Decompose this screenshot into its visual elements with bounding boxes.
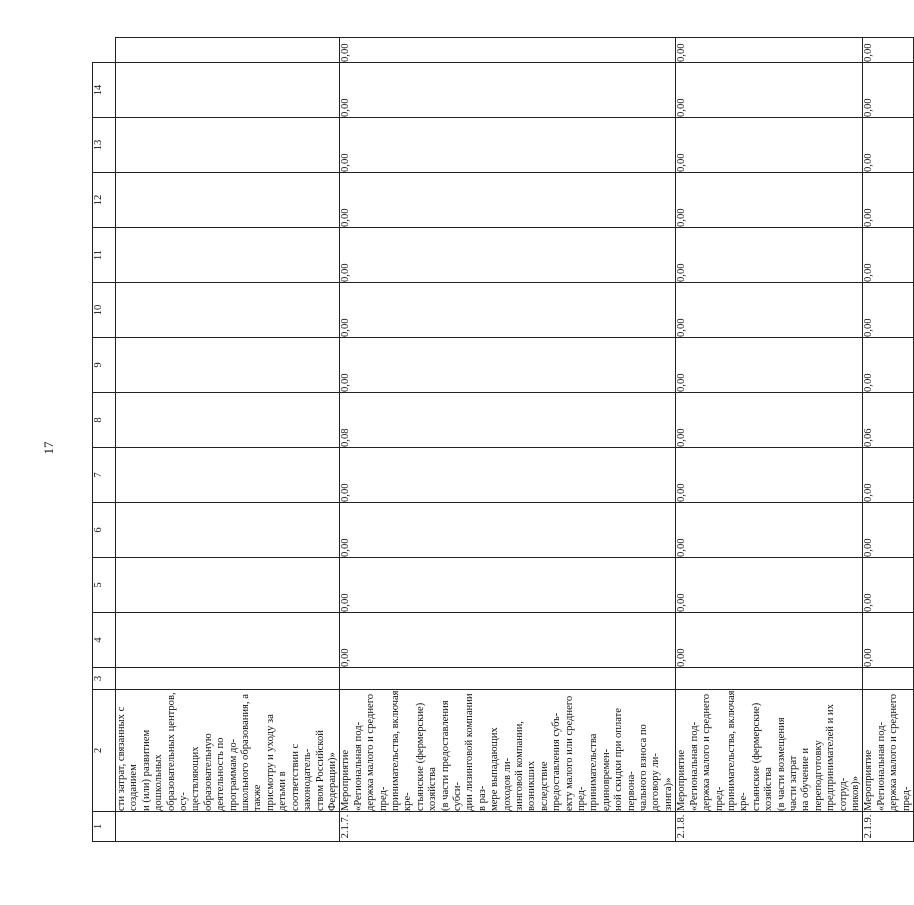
header-cell: 1 xyxy=(93,812,116,842)
value-cell xyxy=(116,503,340,558)
value-cell: 0,00 xyxy=(676,38,863,63)
description-line: стьянские (фермерские) хозяйства xyxy=(750,702,775,811)
value-cell: 0,00 xyxy=(676,503,863,558)
value-cell: 0,00 xyxy=(676,118,863,173)
value-cell xyxy=(116,448,340,503)
table-row xyxy=(676,38,863,842)
value-cell: 0,00 xyxy=(340,38,676,63)
value-cell: 0,00 xyxy=(863,558,914,613)
value-cell: 0,00 xyxy=(340,173,676,228)
header-cell: 7 xyxy=(93,448,116,503)
description-line: присмотру и уходу за детьми в xyxy=(264,714,289,811)
description-line: держка малого и среднего пред- xyxy=(365,693,389,811)
description-line: ной скидки при оплате первона- xyxy=(613,708,637,811)
column-3-cell xyxy=(863,668,914,690)
header-cell: 8 xyxy=(93,393,116,448)
description-line: принимательства, включая кре- xyxy=(389,690,414,811)
column-3-cell xyxy=(340,668,676,690)
value-cell xyxy=(116,173,340,228)
value-cell: 0,00 xyxy=(676,393,863,448)
table-row xyxy=(340,38,676,842)
description-line: Мероприятие «Региональная под- xyxy=(676,721,700,811)
value-cell xyxy=(116,38,340,63)
value-cell xyxy=(116,118,340,173)
header-row xyxy=(93,38,116,842)
value-cell: 0,00 xyxy=(863,448,914,503)
header-cell: 13 xyxy=(93,118,116,173)
header-cell: 11 xyxy=(93,228,116,283)
header-cell: 10 xyxy=(93,283,116,338)
description-line: (в части предоставления субси- xyxy=(439,700,463,811)
value-cell xyxy=(116,283,340,338)
value-cell: 0,00 xyxy=(676,63,863,118)
value-cell: 0,00 xyxy=(676,448,863,503)
description-line: Мероприятие «Региональная под- xyxy=(863,721,887,811)
header-cell: 12 xyxy=(93,173,116,228)
value-cell: 0,00 xyxy=(676,173,863,228)
table-row xyxy=(116,38,340,842)
value-cell xyxy=(116,63,340,118)
value-cell: 0,00 xyxy=(340,338,676,393)
description-line: екту малого или среднего пред- xyxy=(563,695,588,811)
description-line: школьного образования, а также xyxy=(240,694,264,811)
value-cell: 0,00 xyxy=(340,558,676,613)
value-cell: 0,00 xyxy=(676,558,863,613)
description-line: стьянские (фермерские) хозяйства xyxy=(414,702,439,811)
description-line: ществляющих образовательную xyxy=(190,733,214,811)
value-cell: 0,00 xyxy=(676,613,863,668)
description-line: чального взноса по договору ли- xyxy=(638,724,662,811)
value-cell: 0,08 xyxy=(340,393,676,448)
value-cell xyxy=(116,338,340,393)
value-cell: 0,00 xyxy=(340,228,676,283)
description-line: ством Российской Федерации)» xyxy=(314,730,338,811)
value-cell: 0,00 xyxy=(676,228,863,283)
row-code: 2.1.8. xyxy=(676,812,863,842)
value-cell: 0,00 xyxy=(340,118,676,173)
row-description xyxy=(863,690,914,812)
value-cell xyxy=(116,558,340,613)
row-code xyxy=(116,812,340,842)
row-description xyxy=(340,690,676,812)
header-cell: 6 xyxy=(93,503,116,558)
header-cell: 5 xyxy=(93,558,116,613)
description-line: образовательных центров, осу- xyxy=(165,692,190,811)
row-code: 2.1.9. xyxy=(863,812,914,842)
description-line: предпринимателей и их сотруд- xyxy=(825,704,849,811)
description-line: держка малого и среднего пред- xyxy=(701,693,725,811)
description-line: соответствии с законодатель- xyxy=(289,743,314,811)
row-description xyxy=(676,690,863,812)
header-cell: 2 xyxy=(93,690,116,812)
page-number: 17 xyxy=(41,441,56,455)
row-description xyxy=(116,690,340,812)
description-line: зинговой компании, возникших xyxy=(514,721,538,811)
description-line: сти затрат, связанных с созданием xyxy=(116,706,140,811)
value-cell: 0,00 xyxy=(863,338,914,393)
value-cell: 0,00 xyxy=(863,118,914,173)
description-line: мере выпадающих доходов ли- xyxy=(489,727,513,811)
value-cell: 0,00 xyxy=(863,38,914,63)
row-code: 2.1.7. xyxy=(340,812,676,842)
description-line: зинга)» xyxy=(662,777,674,811)
value-cell: 0,00 xyxy=(863,283,914,338)
value-cell: 0,00 xyxy=(863,503,914,558)
description-line: (в части возмещения части затрат xyxy=(775,717,799,811)
value-cell: 0,00 xyxy=(863,173,914,228)
description-line: ников)» xyxy=(849,775,861,811)
value-cell: 0,00 xyxy=(340,503,676,558)
value-cell: 0,00 xyxy=(340,613,676,668)
description-line: держка малого и среднего пред- xyxy=(888,693,912,811)
column-3-cell xyxy=(676,668,863,690)
description-line: дии лизинговой компании в раз- xyxy=(464,693,488,811)
value-cell: 0,00 xyxy=(676,338,863,393)
value-cell: 0,00 xyxy=(863,613,914,668)
value-cell: 0,00 xyxy=(863,228,914,283)
description-line: на обучение и переподготовку xyxy=(800,740,824,811)
description-line: Мероприятие «Региональная под- xyxy=(340,721,364,811)
header-cell: 14 xyxy=(93,63,116,118)
value-cell xyxy=(116,393,340,448)
value-cell: 0,00 xyxy=(340,63,676,118)
value-cell: 0,00 xyxy=(676,283,863,338)
column-3-cell xyxy=(116,668,340,690)
data-table xyxy=(92,37,914,842)
description-line: деятельность по программам до- xyxy=(215,737,239,811)
description-line: принимательства, включая кре- xyxy=(725,690,750,811)
description-line: вследствие предоставления субъ- xyxy=(538,712,563,811)
table-row xyxy=(863,38,914,842)
description-line: принимательства единовремен- xyxy=(588,733,612,811)
header-cell: 3 xyxy=(93,668,116,690)
value-cell xyxy=(116,228,340,283)
value-cell: 0,00 xyxy=(340,283,676,338)
header-cell: 9 xyxy=(93,338,116,393)
header-cell: 4 xyxy=(93,613,116,668)
value-cell xyxy=(116,613,340,668)
value-cell: 0,00 xyxy=(340,448,676,503)
value-cell: 0,06 xyxy=(863,393,914,448)
description-line: и (или) развитием дошкольных xyxy=(140,729,165,811)
value-cell: 0,00 xyxy=(863,63,914,118)
